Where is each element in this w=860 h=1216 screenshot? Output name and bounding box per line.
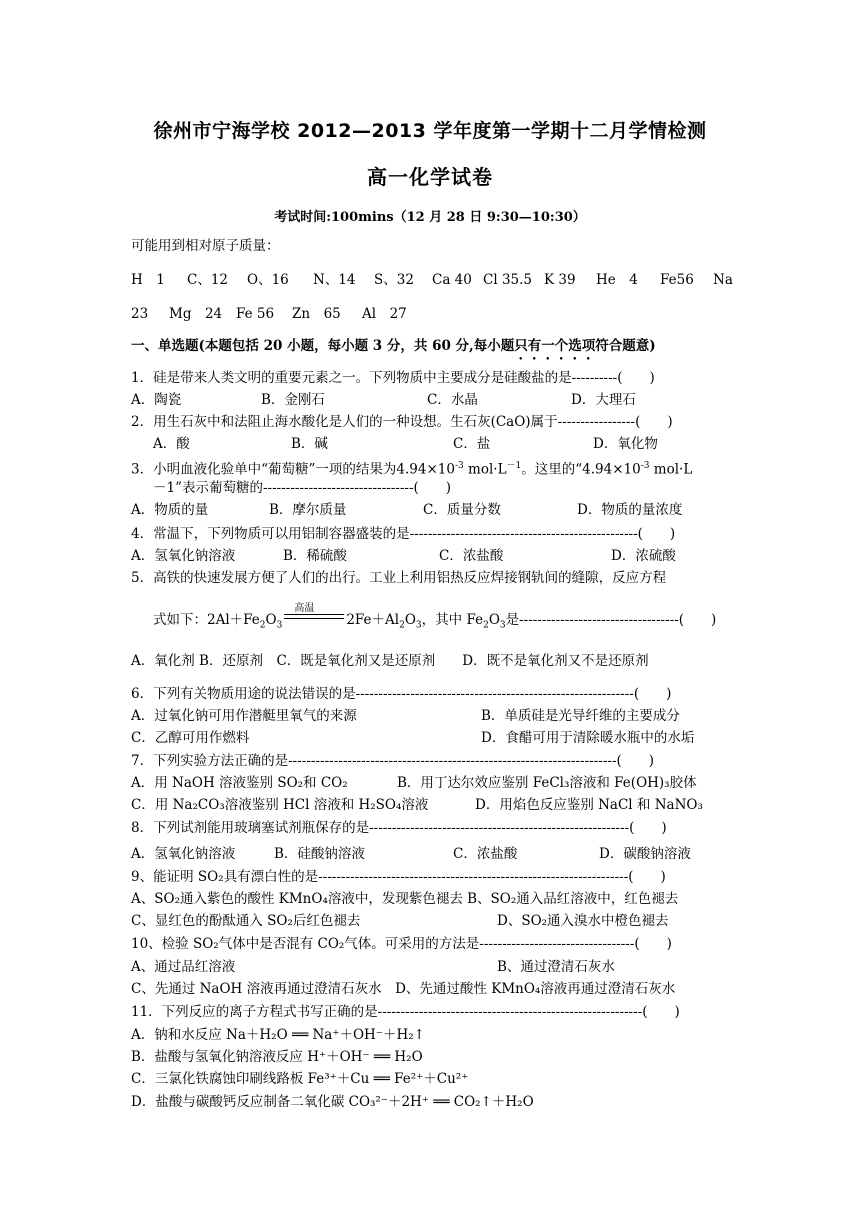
option: B．硅酸钠溶液 [274, 846, 365, 862]
mass-item: Na [713, 272, 733, 288]
option: D．用焰色反应鉴别 NaCl 和 NaNO₃ [475, 797, 703, 813]
option: C．浓盐酸 [453, 846, 518, 862]
mass-item: C、12 [187, 272, 229, 288]
option: B．用丁达尔效应鉴别 FeCl₃溶液和 Fe(OH)₃胶体 [397, 775, 697, 791]
mass-item: He 4 [596, 272, 638, 288]
question-3-options [131, 500, 733, 520]
exam-title: 徐州市宁海学校 2012—2013 学年度第一学期十二月学情检测 [153, 120, 707, 142]
option: A．过氧化钠可用作潜艇里氧气的来源 [131, 708, 357, 724]
question-3-stem-cont: －1”表示葡萄糖的---------------------------------( ) [153, 480, 452, 496]
option: A．用 NaOH 溶液鉴别 SO₂和 CO₂ [131, 775, 348, 791]
option: B．稀硫酸 [283, 548, 347, 564]
option: C．浓盐酸 [439, 548, 504, 564]
option: A．氢氧化钠溶液 [131, 548, 236, 564]
mass-item: K 39 [544, 272, 576, 288]
question-10-stem: 10、检验 SO₂气体中是否混有 CO₂气体。可采用的方法是----------------------------------( ) [131, 936, 672, 952]
option: D．大理石 [571, 392, 636, 408]
question-10-options-cd: C、先通过 NaOH 溶液再通过澄清石灰水 D、先通过酸性 KMnO₄溶液再通过澄清石灰水 [131, 981, 676, 997]
option: B．金刚石 [261, 392, 325, 408]
mass-item: O、16 [247, 272, 289, 288]
mass-item: 23 [131, 306, 149, 322]
question-2-stem: 2．用生石灰中和法阻止海水酸化是人们的一种设想。生石灰(CaO)属于-----------------( ) [131, 414, 673, 430]
question-1-stem: 1．硅是带来人类文明的重要元素之一。下列物质中主要成分是硅酸盐的是----------( ) [131, 370, 655, 386]
mass-item: S、32 [374, 272, 414, 288]
reaction-condition-arrow: 高温 [282, 610, 346, 626]
option: A．酸 [153, 436, 190, 452]
mass-item: Cl 35.5 [483, 272, 532, 288]
question-5-stem: 5．高铁的快速发展方便了人们的出行。工业上利用铝热反应焊接钢轨间的缝隙，反应方程 [131, 570, 667, 586]
question-4-options [131, 546, 733, 566]
atomic-mass-row-1 [131, 270, 733, 290]
option: A．物质的量 [131, 502, 209, 518]
question-6-options-cd [131, 728, 733, 748]
question-5-options: A．氧化剂 B．还原剂 C．既是氧化剂又是还原剂 D．既不是氧化剂又不是还原剂 [131, 653, 649, 669]
atomic-mass-label: 可能用到相对原子质量： [131, 238, 280, 254]
option: C．盐 [453, 436, 491, 452]
exam-subtitle: 高一化学试卷 [367, 165, 493, 189]
option: C．质量分数 [423, 502, 501, 518]
section-heading: 一、单选题(本题包括 20 小题，每小题 3 分，共 60 分,每小题只有一个选项符合题意) [131, 338, 656, 354]
option: D．浓硫酸 [611, 548, 676, 564]
option: A．氢氧化钠溶液 [131, 846, 236, 862]
question-5-equation: 式如下：$2Al+Fe_2O_3$ 高温 $2Fe+Al_2O_3$，其中 $Fe_2O_3$是-----------------------------------( ) [153, 603, 717, 631]
question-7-options-cd [131, 795, 733, 815]
mass-item: Al 27 [362, 306, 407, 322]
mass-item: Ca 40 [432, 272, 472, 288]
mass-item: Fe 56 [236, 306, 275, 322]
option: A．陶瓷 [131, 392, 182, 408]
option: B．单质硅是光导纤维的主要成分 [481, 708, 680, 724]
question-7-options-ab [131, 773, 733, 793]
question-8-options [131, 844, 733, 864]
option: D．氧化物 [593, 436, 658, 452]
question-2-options [153, 434, 755, 454]
question-9-options-cd [131, 911, 733, 931]
question-7-stem: 7．下列实验方法正确的是------------------------------------------------------------------------( ) [131, 753, 655, 769]
question-3-stem: 3．小明血液化验单中“葡萄糖”一项的结果为$4.94\times 10^{-3}$ $mol\cdot L^{-1}$。这里的“$4.94\times 10^{-3}$ mol·L [131, 461, 693, 478]
question-6-stem: 6．下列有关物质用途的说法错误的是-------------------------------------------------------------( ) [131, 686, 672, 702]
mass-item: N、14 [313, 272, 356, 288]
question-9-stem: 9、能证明 SO₂具有漂白性的是--------------------------------------------------------------------( ) [131, 869, 666, 885]
option: D．碳酸钠溶液 [599, 846, 691, 862]
exam-time: 考试时间:100mins（12 月 28 日 9:30—10:30） [274, 210, 586, 225]
option: B、通过澄清石灰水 [497, 959, 615, 975]
option: B．摩尔质量 [269, 502, 347, 518]
question-6-options-ab [131, 706, 733, 726]
option: D．食醋可用于清除暖水瓶中的水垢 [481, 730, 695, 746]
atomic-mass-row-2 [131, 304, 733, 324]
question-11-option-d: D．盐酸与碳酸钙反应制备二氧化碳 CO₃²⁻＋2H⁺ ══ CO₂↑＋H₂O [131, 1094, 534, 1110]
question-11-option-a: A．钠和水反应 Na＋H₂O ══ Na⁺＋OH⁻＋H₂↑ [131, 1027, 425, 1043]
question-10-options-ab [131, 957, 733, 977]
option: D、SO₂通入溴水中橙色褪去 [497, 913, 669, 929]
mass-item: Fe56 [660, 272, 694, 288]
question-11-stem: 11．下列反应的离子方程式书写正确的是----------------------------------------------------------( ) [131, 1004, 680, 1020]
option: C．水晶 [427, 392, 478, 408]
question-8-stem: 8．下列试剂能用玻璃塞试剂瓶保存的是---------------------------------------------------------( ) [131, 820, 667, 836]
question-1-options [131, 390, 733, 410]
question-4-stem: 4．常温下，下列物质可以用铝制容器盛装的是--------------------------------------------------( ) [131, 526, 676, 542]
question-11-option-c: C．三氯化铁腐蚀印刷线路板 Fe³⁺＋Cu ══ Fe²⁺＋Cu²⁺ [131, 1071, 469, 1087]
mass-item: Zn 65 [292, 306, 341, 322]
question-9-options-ab: A、SO₂通入紫色的酸性 KMnO₄溶液中，发现紫色褪去 B、SO₂通入品红溶液中，红色褪去 [131, 891, 679, 907]
question-11-option-b: B．盐酸与氢氧化钠溶液反应 H⁺＋OH⁻ ══ H₂O [131, 1049, 423, 1065]
emphasis-text: 只有一个选项 [514, 338, 596, 354]
option: C．用 Na₂CO₃溶液鉴别 HCl 溶液和 H₂SO₄溶液 [131, 797, 429, 813]
option: D．物质的量浓度 [577, 502, 683, 518]
option: C．乙醇可用作燃料 [131, 730, 250, 746]
mass-item: H 1 [131, 272, 165, 288]
option: A、通过品红溶液 [131, 959, 236, 975]
mass-item: Mg 24 [169, 306, 223, 322]
option: C、显红色的酚酞通入 SO₂后红色褪去 [131, 913, 361, 929]
option: B．碱 [291, 436, 328, 452]
